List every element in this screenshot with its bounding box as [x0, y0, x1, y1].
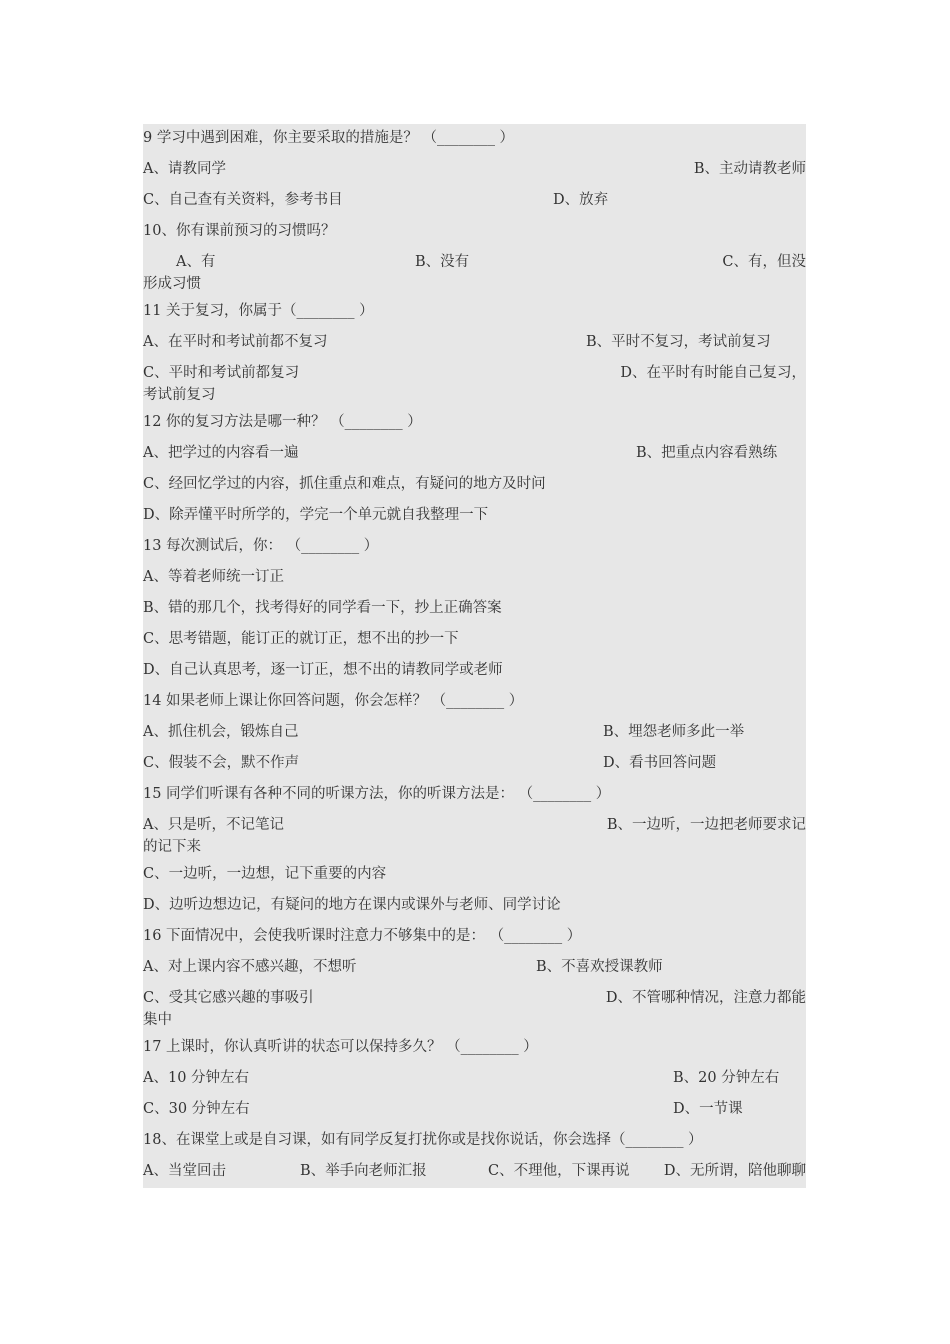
question-stem: 13 每次测试后，你： （________ ）	[143, 538, 379, 554]
option-d: D、放弃	[553, 192, 609, 208]
option-a: A、10 分钟左右	[143, 1070, 250, 1086]
question-stem: 18、在课堂上或是自习课，如有同学反复打扰你或是找你说话，你会选择（________ ）	[143, 1132, 703, 1148]
options-row	[143, 625, 806, 656]
options-row	[143, 186, 806, 217]
option-b: B、平时不复习，考试前复习	[586, 334, 771, 350]
option-c: C、思考错题，能订正的就订正，想不出的抄一下	[143, 631, 459, 647]
option-d: D、除弄懂平时所学的，学完一个单元就自我整理一下	[143, 507, 489, 523]
option-d: D、边听边想边记，有疑问的地方在课内或课外与老师、同学讨论	[143, 897, 561, 913]
option-d-continued: 考试前复习	[143, 387, 216, 403]
options-row	[143, 1064, 806, 1095]
option-d-continued: 集中	[143, 1012, 172, 1028]
option-b-continued: 的记下来	[143, 839, 201, 855]
option-d: D、不管哪种情况，注意力都能	[605, 990, 806, 1006]
options-row	[143, 953, 806, 984]
option-d: D、在平时有时能自己复习，	[620, 365, 806, 381]
options-row	[143, 811, 806, 860]
options-row	[143, 891, 806, 922]
options-row	[143, 1157, 806, 1188]
question-stem: 9 学习中遇到困难，你主要采取的措施是？ （________ ）	[143, 130, 515, 146]
option-b: B、错的那几个，找考得好的同学看一下，抄上正确答案	[143, 600, 502, 616]
question-12	[143, 408, 806, 439]
options-row	[143, 328, 806, 359]
option-b: B、把重点内容看熟练	[636, 445, 778, 461]
question-stem: 11 关于复习，你属于（________ ）	[143, 303, 374, 319]
options-row	[143, 656, 806, 687]
option-a: A、对上课内容不感兴趣，不想听	[143, 959, 357, 975]
option-d: D、看书回答问题	[603, 755, 717, 771]
options-row	[143, 718, 806, 749]
question-stem: 10、你有课前预习的习惯吗？	[143, 223, 336, 239]
option-b: B、20 分钟左右	[673, 1070, 780, 1086]
options-row	[143, 439, 806, 470]
option-d: D、一节课	[673, 1101, 743, 1117]
options-row	[143, 860, 806, 891]
options-row	[143, 155, 806, 186]
question-16	[143, 922, 806, 953]
question-stem: 16 下面情况中，会使我听课时注意力不够集中的是： （________ ）	[143, 928, 582, 944]
question-14	[143, 687, 806, 718]
question-10	[143, 217, 806, 248]
question-stem: 17 上课时，你认真听讲的状态可以保持多久？ （________ ）	[143, 1039, 538, 1055]
option-c-continued: 形成习惯	[143, 276, 201, 292]
option-b: B、埋怨老师多此一举	[603, 724, 745, 740]
option-c: C、假装不会，默不作声	[143, 755, 300, 771]
question-stem: 14 如果老师上课让你回答问题，你会怎样？ （________ ）	[143, 693, 524, 709]
question-15	[143, 780, 806, 811]
option-c: C、30 分钟左右	[143, 1101, 250, 1117]
option-c: C、有，但没	[722, 254, 806, 270]
option-b: B、一边听，一边把老师要求记	[606, 817, 806, 833]
question-11	[143, 297, 806, 328]
option-a: A、等着老师统一订正	[143, 569, 284, 585]
options-row	[143, 984, 806, 1033]
option-b: B、主动请教老师	[693, 161, 806, 177]
option-a: A、有	[176, 254, 216, 270]
option-c: C、受其它感兴趣的事吸引	[143, 990, 314, 1006]
option-c: C、一边听，一边想，记下重要的内容	[143, 866, 387, 882]
options-row	[143, 470, 806, 501]
question-stem: 15 同学们听课有各种不同的听课方法，你的听课方法是： （________ ）	[143, 786, 611, 802]
options-row	[143, 248, 806, 297]
options-row	[143, 359, 806, 408]
option-d: D、自己认真思考，逐一订正，想不出的请教同学或老师	[143, 662, 503, 678]
option-a: A、在平时和考试前都不复习	[143, 334, 328, 350]
option-a: A、请教同学	[143, 161, 226, 177]
options-row	[143, 1095, 806, 1126]
option-b: B、没有	[415, 254, 470, 270]
option-a: A、把学过的内容看一遍	[143, 445, 299, 461]
option-a: A、只是听，不记笔记	[143, 817, 284, 833]
option-c: C、平时和考试前都复习	[143, 365, 300, 381]
question-stem: 12 你的复习方法是哪一种？ （________ ）	[143, 414, 422, 430]
option-c: C、不理他，下课再说	[488, 1163, 630, 1179]
option-b: B、举手向老师汇报	[300, 1163, 427, 1179]
option-d: D、无所谓，陪他聊聊	[663, 1163, 806, 1179]
option-c: C、自己查有关资料，参考书目	[143, 192, 343, 208]
option-b: B、不喜欢授课教师	[536, 959, 663, 975]
options-row	[143, 501, 806, 532]
questionnaire	[143, 124, 806, 1188]
question-13	[143, 532, 806, 563]
options-row	[143, 563, 806, 594]
question-17	[143, 1033, 806, 1064]
option-a: A、当堂回击	[143, 1163, 226, 1179]
question-9	[143, 124, 806, 155]
question-18	[143, 1126, 806, 1157]
option-c: C、经回忆学过的内容，抓住重点和难点，有疑问的地方及时问	[143, 476, 546, 492]
option-a: A、抓住机会，锻炼自己	[143, 724, 299, 740]
options-row	[143, 749, 806, 780]
options-row	[143, 594, 806, 625]
